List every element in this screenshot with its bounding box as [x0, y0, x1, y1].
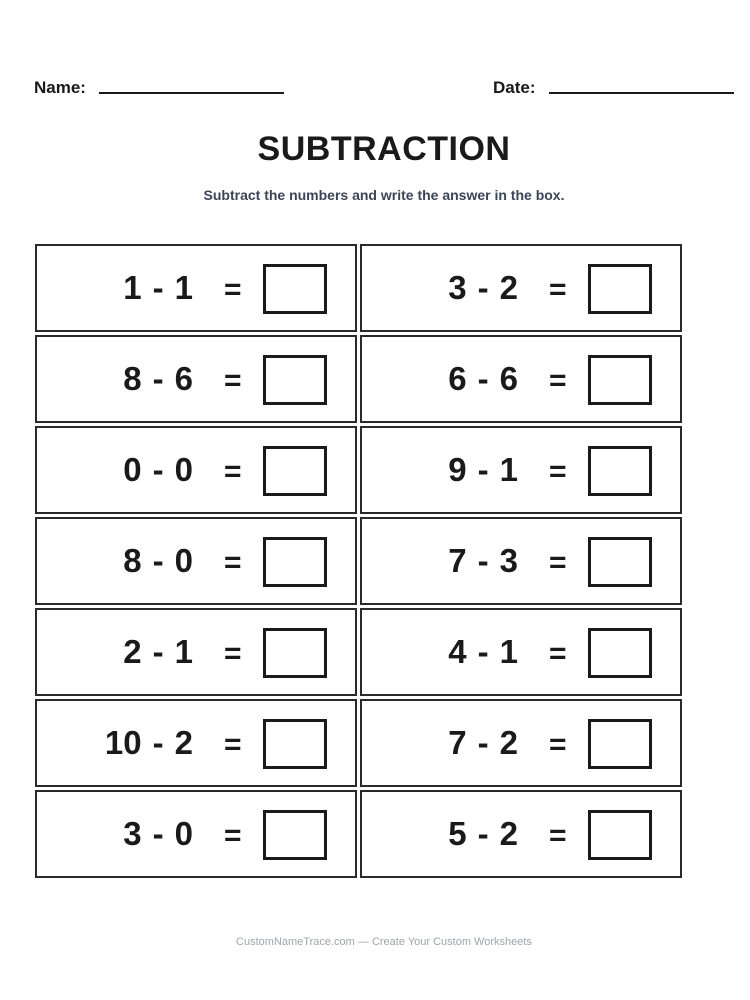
minus-sign: -: [477, 360, 489, 397]
minus-sign: -: [152, 542, 164, 579]
problem-expression: [123, 519, 193, 603]
subtrahend: 1: [499, 451, 518, 488]
answer-box[interactable]: [263, 446, 327, 496]
worksheet-title: SUBTRACTION: [257, 130, 511, 168]
subtrahend: 2: [499, 269, 518, 306]
name-write-line: [99, 92, 284, 94]
minus-sign: -: [477, 724, 489, 761]
problem-cell: [35, 244, 357, 332]
answer-box[interactable]: [588, 810, 652, 860]
minuend: 0: [123, 451, 142, 488]
problem-expression: [448, 792, 518, 876]
problem-cell: [360, 790, 682, 878]
equals-sign: =: [224, 364, 242, 397]
minuend: 10: [104, 724, 142, 761]
minuend: 8: [123, 542, 142, 579]
problem-expression: [123, 428, 193, 512]
equals-sign: =: [549, 273, 567, 306]
minus-sign: -: [477, 815, 489, 852]
problem-cell: [360, 244, 682, 332]
answer-box[interactable]: [263, 719, 327, 769]
minuend: 5: [448, 815, 467, 852]
problem-cell: [35, 517, 357, 605]
subtrahend: 0: [174, 542, 193, 579]
equals-sign: =: [549, 455, 567, 488]
equals-sign: =: [224, 637, 242, 670]
problem-cell: [360, 426, 682, 514]
minus-sign: -: [477, 633, 489, 670]
date-write-line: [549, 92, 734, 94]
problem-cell: [35, 699, 357, 787]
footer-credit: CustomNameTrace.com — Create Your Custom Worksheets: [236, 936, 532, 948]
answer-box[interactable]: [588, 355, 652, 405]
answer-box[interactable]: [588, 628, 652, 678]
problem-expression: [448, 519, 518, 603]
equals-sign: =: [549, 546, 567, 579]
problem-expression: [448, 246, 518, 330]
answer-box[interactable]: [588, 446, 652, 496]
problem-expression: [105, 701, 193, 785]
answer-box[interactable]: [588, 264, 652, 314]
minus-sign: -: [152, 633, 164, 670]
problem-expression: [448, 337, 518, 421]
problem-expression: [448, 701, 518, 785]
answer-box[interactable]: [588, 537, 652, 587]
subtrahend: 2: [499, 724, 518, 761]
problem-expression: [123, 610, 193, 694]
subtrahend: 1: [174, 633, 193, 670]
answer-box[interactable]: [588, 719, 652, 769]
minus-sign: -: [477, 542, 489, 579]
problem-cell: [35, 790, 357, 878]
equals-sign: =: [224, 546, 242, 579]
minuend: 6: [448, 360, 467, 397]
minuend: 2: [123, 633, 142, 670]
subtrahend: 1: [174, 269, 193, 306]
minus-sign: -: [152, 451, 164, 488]
name-field: [34, 78, 284, 98]
answer-box[interactable]: [263, 537, 327, 587]
answer-box[interactable]: [263, 264, 327, 314]
subtrahend: 1: [499, 633, 518, 670]
equals-sign: =: [224, 273, 242, 306]
answer-box[interactable]: [263, 810, 327, 860]
problem-expression: [123, 792, 193, 876]
subtrahend: 0: [174, 451, 193, 488]
minuend: 8: [123, 360, 142, 397]
date-label: Date:: [493, 78, 536, 97]
problem-cell: [35, 335, 357, 423]
problem-cell: [360, 699, 682, 787]
minuend: 7: [448, 542, 467, 579]
worksheet-instructions: Subtract the numbers and write the answer in the box.: [203, 187, 565, 203]
minus-sign: -: [152, 815, 164, 852]
subtrahend: 2: [174, 724, 193, 761]
answer-box[interactable]: [263, 628, 327, 678]
minuend: 1: [123, 269, 142, 306]
equals-sign: =: [224, 728, 242, 761]
problem-expression: [448, 610, 518, 694]
answer-box[interactable]: [263, 355, 327, 405]
problem-cell: [360, 335, 682, 423]
minuend: 7: [448, 724, 467, 761]
minuend: 3: [448, 269, 467, 306]
problem-grid: [35, 244, 683, 878]
minuend: 3: [123, 815, 142, 852]
minuend: 9: [448, 451, 467, 488]
minuend: 4: [448, 633, 467, 670]
problem-cell: [35, 608, 357, 696]
problem-cell: [360, 517, 682, 605]
problem-expression: [123, 337, 193, 421]
subtrahend: 6: [499, 360, 518, 397]
name-label: Name:: [34, 78, 86, 97]
equals-sign: =: [549, 637, 567, 670]
subtrahend: 0: [174, 815, 193, 852]
problem-expression: [448, 428, 518, 512]
minus-sign: -: [152, 360, 164, 397]
minus-sign: -: [152, 724, 164, 761]
problem-cell: [35, 426, 357, 514]
problem-cell: [360, 608, 682, 696]
minus-sign: -: [477, 451, 489, 488]
minus-sign: -: [152, 269, 164, 306]
date-field: [493, 78, 734, 98]
equals-sign: =: [224, 819, 242, 852]
equals-sign: =: [549, 364, 567, 397]
equals-sign: =: [224, 455, 242, 488]
subtrahend: 3: [499, 542, 518, 579]
equals-sign: =: [549, 819, 567, 852]
problem-expression: [123, 246, 193, 330]
equals-sign: =: [549, 728, 567, 761]
minus-sign: -: [477, 269, 489, 306]
subtrahend: 2: [499, 815, 518, 852]
subtrahend: 6: [174, 360, 193, 397]
